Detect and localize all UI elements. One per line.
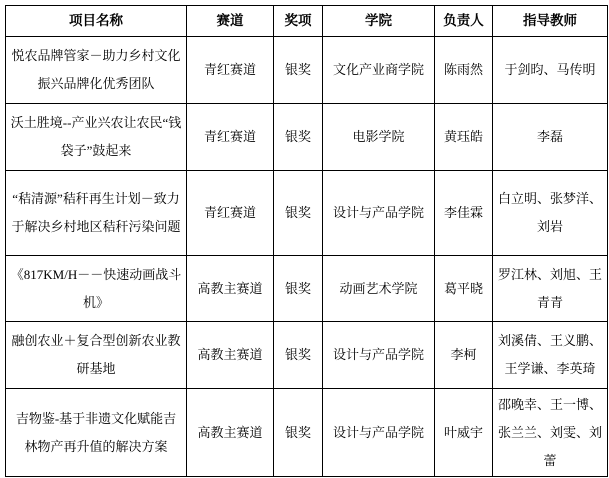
cell-college: 设计与产品学院 [323, 322, 435, 389]
cell-advisor: 于剑昀、马传明 [493, 37, 608, 104]
table-row [6, 256, 608, 322]
column-header-track: 赛道 [187, 6, 274, 37]
column-header-leader: 负责人 [435, 6, 493, 37]
cell-advisor: 邵晚幸、王一博、张兰兰、刘雯、刘蕾 [493, 389, 608, 477]
cell-advisor: 罗江林、刘旭、王青青 [493, 256, 608, 322]
cell-track: 青红赛道 [187, 104, 274, 171]
cell-leader: 李佳霖 [435, 171, 493, 256]
table-row [6, 389, 608, 477]
cell-college: 文化产业商学院 [323, 37, 435, 104]
cell-leader: 李柯 [435, 322, 493, 389]
cell-college: 设计与产品学院 [323, 389, 435, 477]
cell-track: 高教主赛道 [187, 389, 274, 477]
column-header-award: 奖项 [274, 6, 323, 37]
cell-award: 银奖 [274, 389, 323, 477]
cell-project-name: 吉物鉴-基于非遗文化赋能吉林物产再升值的解决方案 [6, 389, 187, 477]
cell-leader: 陈雨然 [435, 37, 493, 104]
cell-project-name: 沃土胜境--产业兴农让农民“钱袋子”鼓起来 [6, 104, 187, 171]
cell-advisor: 白立明、张梦洋、刘岩 [493, 171, 608, 256]
cell-award: 银奖 [274, 104, 323, 171]
cell-leader: 黄珏皓 [435, 104, 493, 171]
award-projects-table [5, 5, 608, 477]
cell-award: 银奖 [274, 171, 323, 256]
cell-track: 青红赛道 [187, 171, 274, 256]
cell-college: 设计与产品学院 [323, 171, 435, 256]
cell-award: 银奖 [274, 37, 323, 104]
cell-award: 银奖 [274, 322, 323, 389]
cell-leader: 叶威宇 [435, 389, 493, 477]
table-row [6, 322, 608, 389]
cell-project-name: 悦农品牌管家－助力乡村文化振兴品牌化优秀团队 [6, 37, 187, 104]
header-row [6, 6, 608, 37]
cell-college: 电影学院 [323, 104, 435, 171]
cell-project-name: 融创农业＋复合型创新农业教研基地 [6, 322, 187, 389]
cell-advisor: 李磊 [493, 104, 608, 171]
column-header-advisor: 指导教师 [493, 6, 608, 37]
cell-project-name: “秸清源”秸秆再生计划－致力于解决乡村地区秸秆污染问题 [6, 171, 187, 256]
column-header-college: 学院 [323, 6, 435, 37]
table-row [6, 171, 608, 256]
table-row [6, 37, 608, 104]
cell-advisor: 刘溪倩、王义鹏、王学谦、李英琦 [493, 322, 608, 389]
cell-track: 青红赛道 [187, 37, 274, 104]
table-row [6, 104, 608, 171]
cell-award: 银奖 [274, 256, 323, 322]
cell-project-name: 《817KM/H－－快速动画战斗机》 [6, 256, 187, 322]
cell-track: 高教主赛道 [187, 256, 274, 322]
cell-track: 高教主赛道 [187, 322, 274, 389]
cell-leader: 葛平晓 [435, 256, 493, 322]
cell-college: 动画艺术学院 [323, 256, 435, 322]
column-header-project-name: 项目名称 [6, 6, 187, 37]
